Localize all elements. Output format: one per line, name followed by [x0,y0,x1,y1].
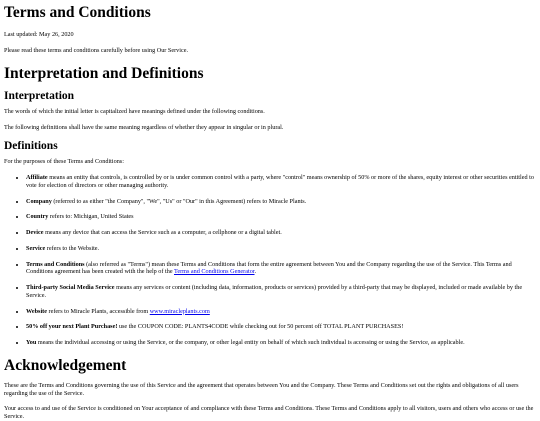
definitions-intro: For the purposes of these Terms and Conditions: [4,158,124,166]
section-heading-interpretation-definitions: Interpretation and Definitions [4,64,204,82]
definition-text: means an entity that controls, is controlled by or is under common control with a party, where "control" means ownership of 50% or more of the shares, equity interest or other securities entitled to vote for election of directors or other managing authority. [26,174,534,189]
section-heading-acknowledgement: Acknowledgement [4,356,127,374]
definition-term: Company [26,197,52,205]
acknowledgement-paragraph-1: These are the Terms and Conditions governing the use of this Service and the agreement that operates between You and the Company. These Terms and Conditions set out the rights and obligations of all users regarding the use of the Service. [4,381,519,397]
definition-item-device [26,229,536,237]
definition-text: means any device that can access the Service such as a computer, a cellphone or a digital tablet. [43,229,282,237]
interpretation-paragraph-1: The words of which the initial letter is capitalized have meanings defined under the following conditions. [4,108,265,116]
acknowledgement-paragraph-2: Your access to and use of the Service is conditioned on Your acceptance of and compliance with these Terms and Conditions. These Terms and Conditions apply to all visitors, users and others who access or use the Service. [4,405,534,421]
page-title: Terms and Conditions [4,4,151,21]
definition-text: (referred to as either "the Company", "We", "Us" or "Our" in this Agreement) refers to Miracle Plants. [51,197,307,205]
definition-item-service [26,245,536,253]
definition-text: means any services or content (including data, information, products or services) provided by a third-party that may be displayed, included or made available by the Service. [26,284,523,299]
definition-item-coupon [26,323,536,331]
definition-item-country [26,213,536,221]
definition-item-third-party [26,284,536,300]
definition-term: Country [26,213,49,221]
definition-text: means the individual accessing or using the Service, or the company, or other legal entity on behalf of which such individual is accessing or using the Service, as applicable. [36,339,465,347]
website-link[interactable]: www.miracleplants.com [149,307,210,315]
definition-text-after: . [254,268,257,276]
definition-term: Terms and Conditions [26,260,85,268]
definition-term: Service [26,244,46,252]
definition-text: refers to Miracle Plants, accessible from [46,307,150,315]
definition-item-affiliate [26,174,536,190]
terms-generator-link[interactable]: Terms and Conditions Generator [174,268,255,276]
interpretation-paragraph-2: The following definitions shall have the same meaning regardless of whether they appear in singular or in plural. [4,123,284,131]
definition-text: refers to: Michigan, United States [48,213,134,221]
definition-text: refers to the Website. [45,244,100,252]
definition-item-company [26,198,536,206]
definition-term: 50% off your next Plant Purchase! [26,323,118,331]
definition-item-you [26,339,536,347]
subheading-definitions: Definitions [4,139,58,152]
definition-term: Affiliate [26,174,48,182]
definition-item-website [26,308,536,316]
definition-term: Device [26,229,44,237]
subheading-interpretation: Interpretation [4,89,75,102]
definition-term: Website [26,307,47,315]
intro-paragraph: Please read these terms and conditions carefully before using Our Service. [4,46,189,54]
definitions-list [4,174,536,347]
definition-text: use the COUPON CODE: PLANTS4CODE while checking out for 50 percent off TOTAL PLANT PURCHASES! [117,323,404,331]
definition-text: (also referred as "Terms") mean these Terms and Conditions that form the entire agreement between You and the Company regarding the use of the Service. This Terms and Conditions agreement has been created with the help of the [26,260,512,276]
definition-term: Third-party Social Media Service [26,284,115,292]
definition-item-terms [26,261,536,277]
last-updated: Last updated: May 26, 2020 [4,31,74,39]
definition-term: You [26,339,37,347]
